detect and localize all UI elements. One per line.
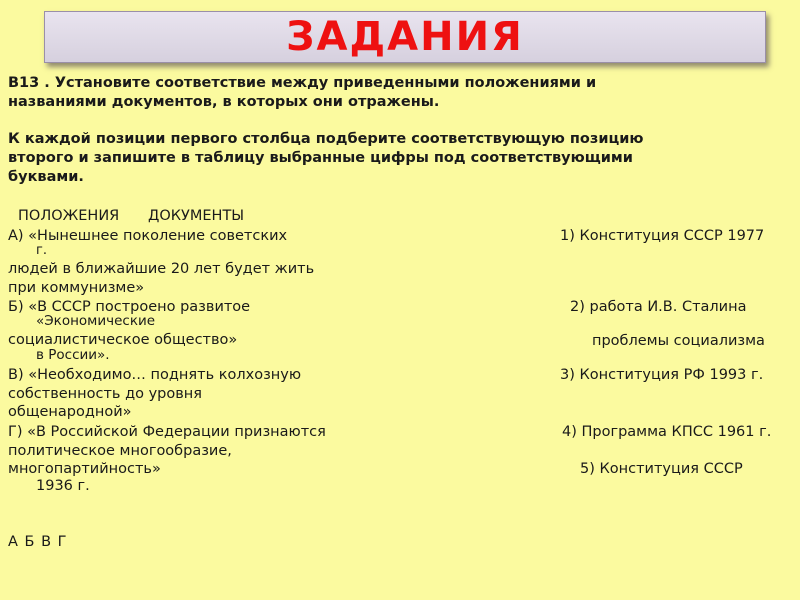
task-line: буквами. <box>8 169 84 185</box>
position-b-line: социалистическое общество» <box>8 332 238 348</box>
task-instructions <box>8 74 708 187</box>
column-header-documents: ДОКУМЕНТЫ <box>148 208 245 224</box>
position-g-line: Г) «В Российской Федерации признаются <box>8 424 326 440</box>
slide-title: ЗАДАНИЯ <box>286 14 524 60</box>
document-4: 4) Программа КПСС 1961 г. <box>562 424 772 440</box>
document-2-line: 2) работа И.В. Сталина <box>570 299 747 315</box>
position-g-line: многопартийность» <box>8 461 161 477</box>
position-v-line: собственность до уровня <box>8 386 202 402</box>
task-line: названиями документов, в которых они отражены. <box>8 94 440 110</box>
position-a-line: А) «Нынешнее поколение советских <box>8 228 288 244</box>
document-2-line: проблемы социализма <box>592 333 765 349</box>
position-a-line: при коммунизме» <box>8 280 145 296</box>
task-line: второго и запишите в таблицу выбранные цифры под соответствующими <box>8 150 633 166</box>
position-v-line: В) «Необходимо… поднять колхозную <box>8 367 302 383</box>
position-a-line: людей в ближайшие 20 лет будет жить <box>8 261 315 277</box>
position-g-line: политическое многообразие, <box>8 443 232 459</box>
document-1-line: г. <box>36 243 47 258</box>
document-3: 3) Конституция РФ 1993 г. <box>560 367 764 383</box>
document-2-line: «Экономические <box>36 313 156 329</box>
task-line: К каждой позиции первого столбца подберите соответствующую позицию <box>8 131 644 147</box>
document-5-line: 1936 г. <box>36 478 90 494</box>
answer-table-letters: А Б В Г <box>8 534 67 550</box>
document-2-line: в России». <box>36 347 110 363</box>
column-header-positions: ПОЛОЖЕНИЯ <box>18 208 120 224</box>
document-5-line: 5) Конституция СССР <box>580 461 743 477</box>
position-b-line: Б) «В СССР построено развитое <box>8 299 251 315</box>
document-1-line: 1) Конституция СССР 1977 <box>560 228 765 244</box>
task-line: В13 . Установите соответствие между приведенными положениями и <box>8 75 597 91</box>
title-banner <box>44 11 766 63</box>
position-v-line: общенародной» <box>8 404 132 420</box>
